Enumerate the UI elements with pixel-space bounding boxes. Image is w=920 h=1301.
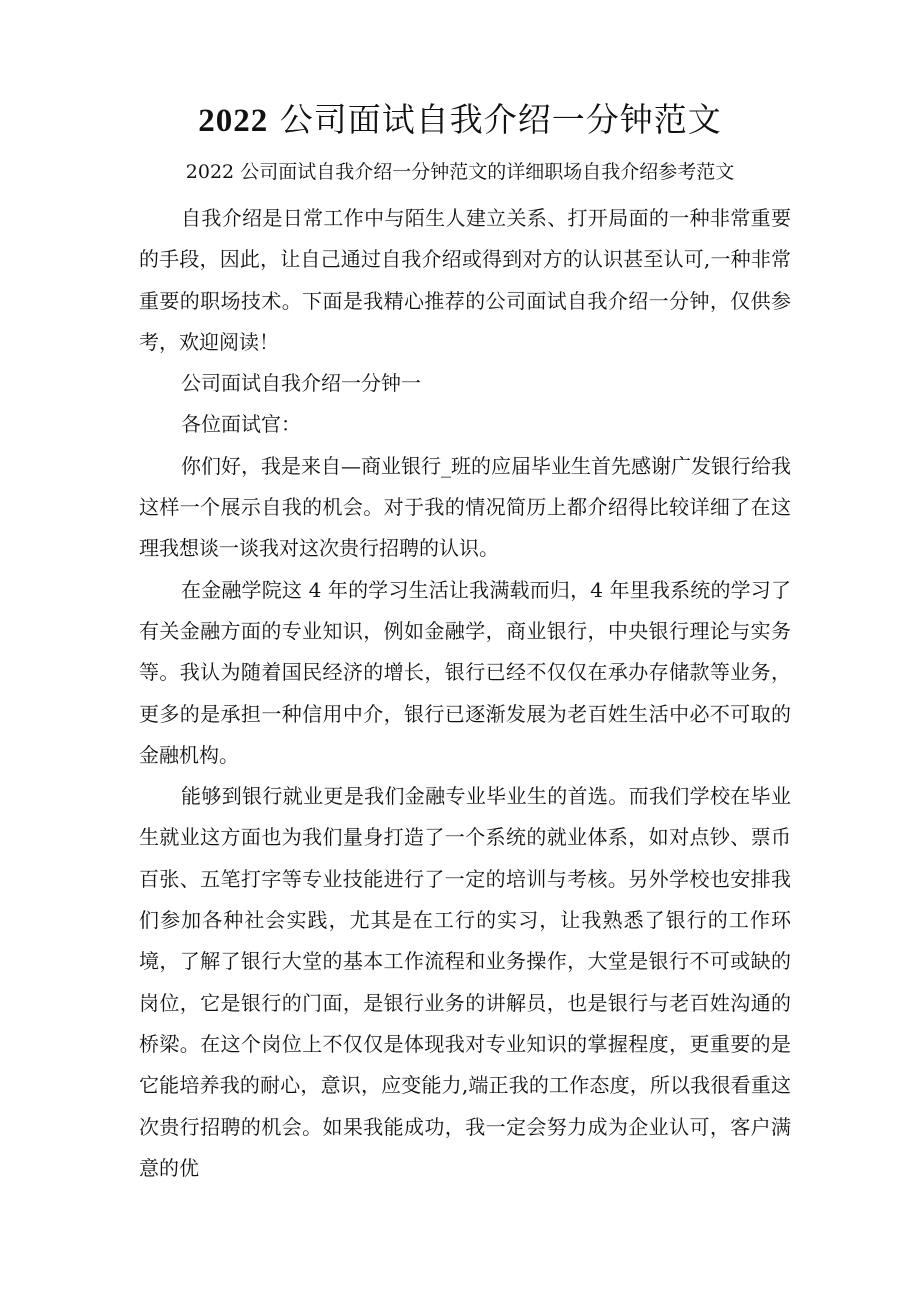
paragraph-greeting: 你们好，我是来自—商业银行_班的应届毕业生首先感谢广发银行给我这样一个展示自我的机会。对于我的情况简历上都介绍得比较详细了在这理我想谈一谈我对这次贵行招聘的认识。 — [139, 453, 791, 561]
document-subtitle: 2022 公司面试自我介绍一分钟范文的详细职场自我介绍参考范文 — [185, 161, 735, 183]
title-text: 公司面试自我介绍一分钟范文 — [268, 100, 722, 139]
paragraph-career: 能够到银行就业更是我们金融专业毕业生的首选。而我们学校在毕业生就业这方面也为我们量身打造了一个系统的就业体系，如对点钞、票币百张、五笔打字等专业技能进行了一定的培训与考核。另外学校也安排我们参加各种社会实践，尤其是在工行的实习，让我熟悉了银行的工作环境，了解了银行大堂的基本工作流程和业务操作，大堂是银行不可或缺的岗位，它是银行的门面，是银行业务的讲解员，也是银行与老百姓沟通的桥梁。在这个岗位上不仅仅是体现我对专业知识的掌握程度，更重要的是它能培养我的耐心，意识，应变能力,端正我的工作态度，所以我很看重这次贵行招聘的机会。如果我能成功，我一定会努力成为企业认可，客户满意的优 — [139, 784, 791, 1180]
document-title — [0, 98, 920, 143]
paragraph-study: 在金融学院这 4 年的学习生活让我满载而归，4 年里我系统的学习了有关金融方面的专业知识，例如金融学，商业银行，中央银行理论与实务等。我认为随着国民经济的增长，银行已经不仅仅在承办存储款等业务，更多的是承担一种信用中介，银行已逐渐发展为老百姓生活中必不可取的金融机构。 — [139, 577, 791, 767]
paragraph-heading: 公司面试自我介绍一分钟一 — [181, 371, 421, 396]
document-body — [139, 198, 791, 1189]
paragraph-intro: 自我介绍是日常工作中与陌生人建立关系、打开局面的一种非常重要的手段，因此，让自己通过自我介绍或得到对方的认识甚至认可,一种非常重要的职场技术。下面是我精心推荐的公司面试自我介绍一分钟，仅供参考，欢迎阅读！ — [139, 206, 791, 354]
paragraph-salutation: 各位面试官： — [181, 412, 301, 437]
title-year: 2022 — [198, 103, 269, 139]
